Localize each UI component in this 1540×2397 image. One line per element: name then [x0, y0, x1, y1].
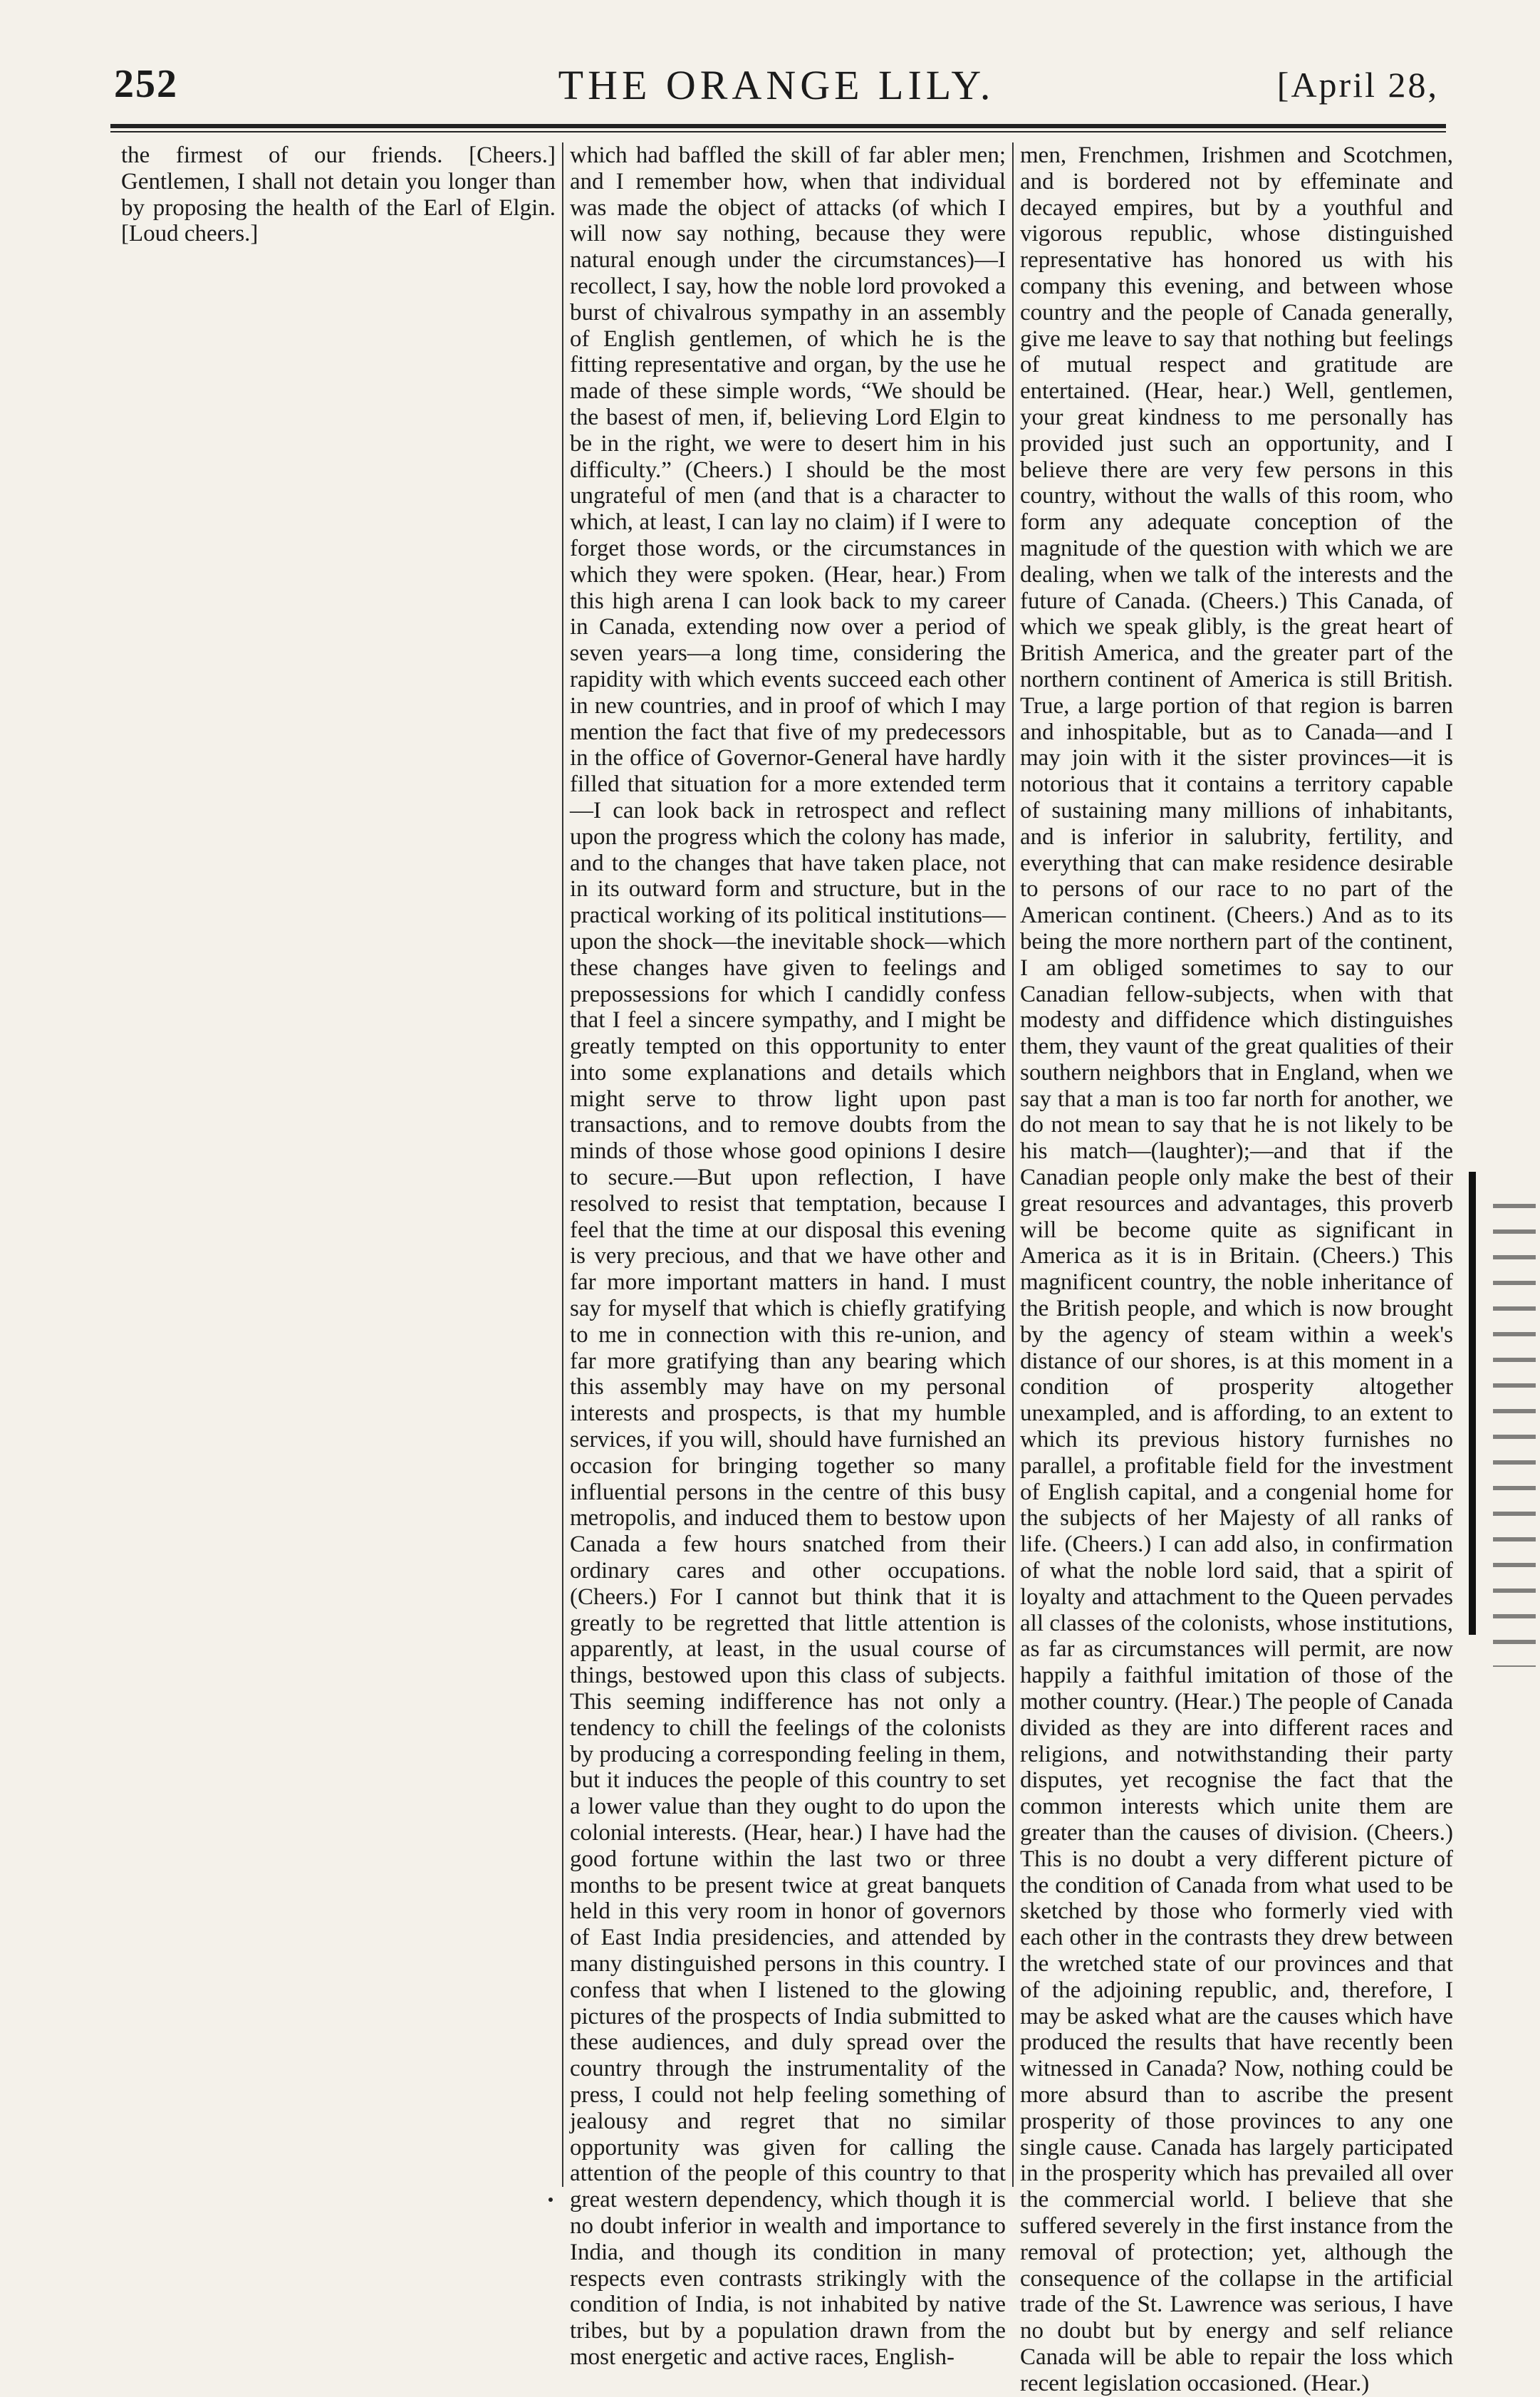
header-rule [110, 124, 1446, 128]
print-mark [548, 2198, 553, 2202]
text-column-1 [121, 142, 556, 2194]
text-column-2 [570, 142, 1006, 2370]
margin-bar [1469, 1172, 1476, 1635]
page-header [114, 61, 1439, 117]
column-3-text: men, Frenchmen, Irishmen and Scotchmen, and is bordered not by effeminate and decayed empires, but by a youthful and vigorous republic, whose distinguished representative has honored us with his company this evening, and between whose country and the people of Canada generally, give me leave to say that nothing but feelings of mutual respect and gratitude are entertained. (Hear, hear.) Well, gentlemen, your great kindness to me personally has provided just such an opportunity, and I believe there are very few persons in this country, without the walls of this room, who form any adequate conception of the magnitude of the question with which we are dealing, when we talk of the interests and the future of Canada. (Cheers.) This Canada, of which we speak glibly, is the great heart of British America, and the greater part of the northern continent of America is still British. True, a large portion of that region is barren and inhospitable, but as to Canada—and I may join with it the sister provinces—it is notorious that it contains a territory capable of sustaining many millions of inhabitants, and is inferior in salubrity, fertility, and everything that can make residence desirable to persons of our race to no part of the American continent. (Cheers.) And as to its being the more northern part of the continent, I am obliged sometimes to say to our Canadian fellow-subjects, when with that modesty and diffidence which distinguishes them, they vaunt of the great qualities of their southern neighbors that in England, when we say that a man is too far north for another, we do not mean to say that he is not likely to be his match—(laughter);—and that if the Canadian people only make the best of their great resources and advantages, this proverb will be become quite as significant in America as it is in Britain. (Cheers.) This magnificent country, the noble inheritance of the British people, and which is now brought by the agency of steam within a week's distance of our shores, is at this moment in a condition of prosperity altogether unexampled, and is affording, to an extent to which its previous history furnishes no parallel, a profitable field for the investment of English capital, and a congenial home for the subjects of her Majesty of all ranks of life. (Cheers.) I can add also, in confirmation of what the noble lord said, that a spirit of loyalty and attachment to the Queen pervades all classes of the colonists, whose institutions, as far as circumstances will permit, are now happily a faithful imitation of those of the mother country. (Hear.) The people of Canada divided as they are into different races and religions, and notwithstanding their party disputes, yet recognise the fact that the common interests which unite them are greater than the causes of division. (Cheers.) This is no doubt a very different picture of the condition of Canada from what used to be sketched by those who formerly vied with each other in the contrasts they drew between the wretched state of our provinces and that of the adjoining republic, and, therefore, I may be asked what are the causes which have produced the results that have recently been witnessed in Canada? Now, nothing could be more absurd than to ascribe the present prosperity of those provinces to any one single cause. Canada has largely participated in the prosperity which has prevailed all over the commercial world. I believe that she suffered severely in the first instance from the removal of protection; yet, although the consequence of the collapse in the artificial trade of the St. Lawrence was serious, I have no doubt but by energy and self reliance Canada will be able to repair the loss which recent legislation occasioned. (Hear.) [1020, 142, 1453, 2396]
text-column-3 [1020, 142, 1453, 2396]
publication-title: THE ORANGE LILY. [558, 62, 995, 108]
issue-date: [April 28, [1276, 65, 1439, 105]
page-number: 252 [114, 62, 178, 106]
column-divider [1012, 142, 1014, 2187]
header-rule-thin [110, 131, 1446, 132]
bleed-through-text [1493, 1204, 1536, 1667]
column-1-text: the firmest of our friends. [Cheers.] Gentlemen, I shall not detain you longer than by proposing the health of the Earl of Elgin. [Loud cheers.] [121, 142, 556, 247]
column-divider [562, 142, 563, 2187]
column-2-text: which had baffled the skill of far abler men; and I remember how, when that individual was made the object of attacks (of which I will now say nothing, because they were natural enough under the circumstances)—I recollect, I say, how the noble lord provoked a burst of chivalrous sympathy in an assembly of English gentlemen, of which he is the fitting representative and organ, by the use he made of these simple words, “We should be the basest of men, if, believing Lord Elgin to be in the right, we were to desert him in his difficulty.” (Cheers.) I should be the most ungrateful of men (and that is a character to which, at least, I can lay no claim) if I were to forget those words, or the circumstances in which they were spoken. (Hear, hear.) From this high arena I can look back to my career in Canada, extending now over a period of seven years—a long time, considering the rapidity with which events succeed each other in new countries, and in proof of which I may mention the fact that five of my predecessors in the office of Governor-General have hardly filled that situation for a more extended term—I can look back in retrospect and reflect upon the progress which the colony has made, and to the changes that have taken place, not in its outward form and structure, but in the practical working of its political institutions—upon the shock—the inevitable shock—which these changes have given to feelings and prepossessions for which I candidly confess that I feel a sincere sympathy, and I might be greatly tempted on this opportunity to enter into some explanations and details which might serve to throw light upon past transactions, and to remove doubts from the minds of those whose good opinions I desire to secure.—But upon reflection, I have resolved to resist that temptation, because I feel that the time at our disposal this evening is very precious, and that we have other and far more important matters in hand. I must say for myself that which is chiefly gratifying to me in connection with this re-union, and far more gratifying than any bearing which this assembly may have on my personal interests and prospects, is that my humble services, if you will, should have furnished an occasion for bringing together so many influential persons in the centre of this busy metropolis, and induced them to bestow upon Canada a few hours snatched from their ordinary cares and other occupations. (Cheers.) For I cannot but think that it is greatly to be regretted that little attention is apparently, at least, in the usual course of things, bestowed upon this class of subjects. This seeming indifference has not only a tendency to chill the feelings of the colonists by producing a corresponding feeling in them, but it induces the people of this country to set a lower value than they ought to do upon the colonial interests. (Hear, hear.) I have had the good fortune within the last two or three months to be present twice at great banquets held in this very room in honor of governors of East India presidencies, and attended by many distinguished persons in this country. I confess that when I listened to the glowing pictures of the prospects of India submitted to these audiences, and duly spread over the country through the instrumentality of the press, I could not help feeling something of jealousy and regret that no similar opportunity was given for calling the attention of the people of this country to that great western dependency, which though it is no doubt inferior in wealth and importance to India, and though its condition in many respects even contrasts strikingly with the condition of India, is not inhabited by native tribes, but by a population drawn from the most energetic and active races, English- [570, 142, 1006, 2370]
